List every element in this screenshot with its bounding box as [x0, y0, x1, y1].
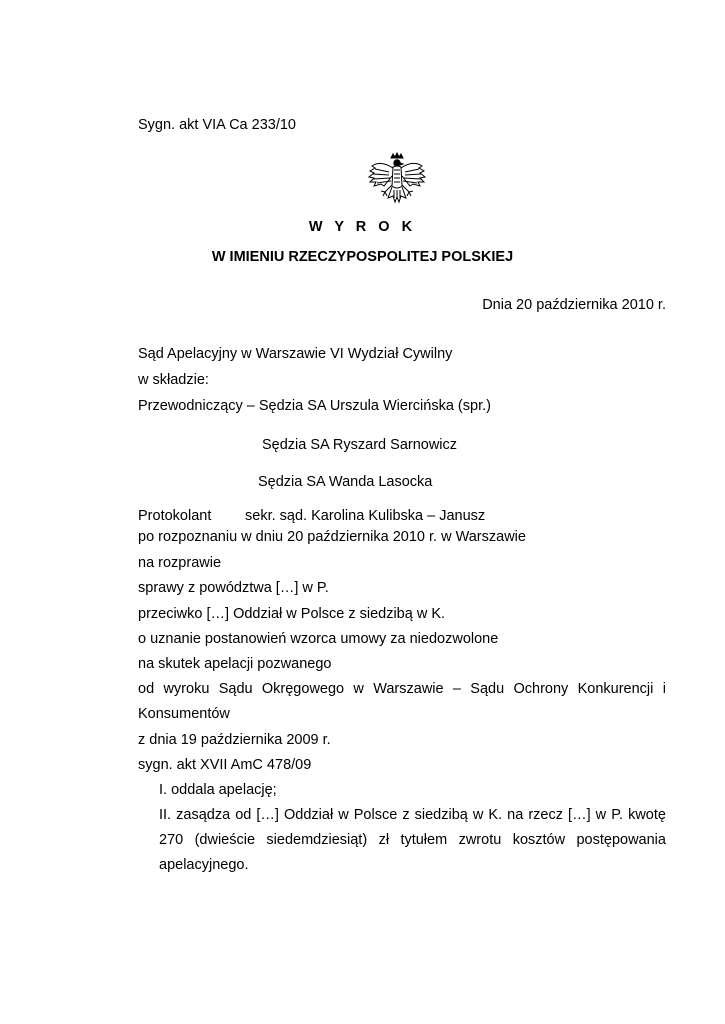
word: siedemdziesiąt): [266, 832, 368, 848]
word: w: [353, 681, 364, 697]
word: rzecz: [528, 807, 563, 823]
judgment-date: Dnia 20 października 2010 r.: [482, 297, 666, 313]
body-line-3: sprawy z powództwa […] w P.: [138, 580, 329, 596]
word: zasądza: [176, 807, 231, 823]
judge-sarnowicz: Sędzia SA Ryszard Sarnowicz: [262, 437, 458, 453]
polish-eagle-emblem: [367, 152, 427, 214]
word: Konkurencji: [577, 681, 654, 697]
body-line-9: z dnia 19 października 2009 r.: [138, 732, 331, 748]
word: Oddział: [284, 807, 334, 823]
word: kwotę: [628, 807, 666, 823]
word: […]: [568, 807, 591, 823]
word: postępowania: [576, 832, 666, 848]
body-line-8: Konsumentów: [138, 706, 230, 722]
word: Okręgowego: [261, 681, 345, 697]
case-signature: Sygn. akt VIA Ca 233/10: [138, 117, 296, 133]
ruling-item-2-line-1: [159, 807, 666, 823]
word: zwrotu: [458, 832, 502, 848]
word: Polsce: [353, 807, 398, 823]
composition-label: w składzie:: [138, 372, 209, 388]
word: K.: [488, 807, 503, 823]
judge-lasocka: Sędzia SA Wanda Lasocka: [258, 474, 433, 490]
body-line-7: [138, 681, 666, 697]
word: Ochrony: [513, 681, 569, 697]
word: Sądu: [218, 681, 253, 697]
ruling-item-2-line-2: [159, 832, 666, 848]
body-line-6: na skutek apelacji pozwanego: [138, 656, 332, 672]
word: kosztów: [512, 832, 566, 848]
word: P.: [611, 807, 624, 823]
ruling-item-2-line-3: apelacyjnego.: [159, 857, 249, 873]
word: w: [472, 807, 484, 823]
word: siedzibą: [414, 807, 468, 823]
word: wyroku: [163, 681, 210, 697]
word: na: [507, 807, 524, 823]
word: od: [235, 807, 252, 823]
clerk-name: sekr. sąd. Karolina Kulibska – Janusz: [245, 508, 486, 524]
body-line-4: przeciwko […] Oddział w Polsce z siedzibą w K.: [138, 606, 446, 622]
clerk-label: Protokolant: [138, 508, 212, 524]
word: II.: [159, 807, 172, 823]
judgment-subtitle: W IMIENIU RZECZYPOSPOLITEJ POLSKIEJ: [211, 249, 514, 265]
body-line-1: po rozpoznaniu w dniu 20 października 2010 r. w Warszawie: [138, 529, 526, 545]
word: Warszawie: [373, 681, 444, 697]
word: zł: [378, 832, 390, 848]
body-line-10: sygn. akt XVII AmC 478/09: [138, 757, 312, 773]
judgment-title: W Y R O K: [308, 219, 417, 235]
body-line-2: na rozprawie: [138, 555, 222, 571]
word: 270: [159, 832, 184, 848]
court-name: Sąd Apelacyjny w Warszawie VI Wydział Cywilny: [138, 346, 453, 362]
word: –: [452, 681, 461, 697]
ruling-item-1: I. oddala apelację;: [159, 782, 277, 798]
presiding-judge: Przewodniczący – Sędzia SA Urszula Wiercińska (spr.): [138, 398, 491, 414]
word: […]: [256, 807, 279, 823]
word: z: [402, 807, 410, 823]
word: od: [138, 681, 155, 697]
word: (dwieście: [194, 832, 256, 848]
word: w: [595, 807, 607, 823]
body-line-5: o uznanie postanowień wzorca umowy za niedozwolone: [138, 631, 499, 647]
word: w: [338, 807, 349, 823]
word: Sądu: [470, 681, 505, 697]
word: i: [662, 681, 666, 697]
word: tytułem: [400, 832, 448, 848]
